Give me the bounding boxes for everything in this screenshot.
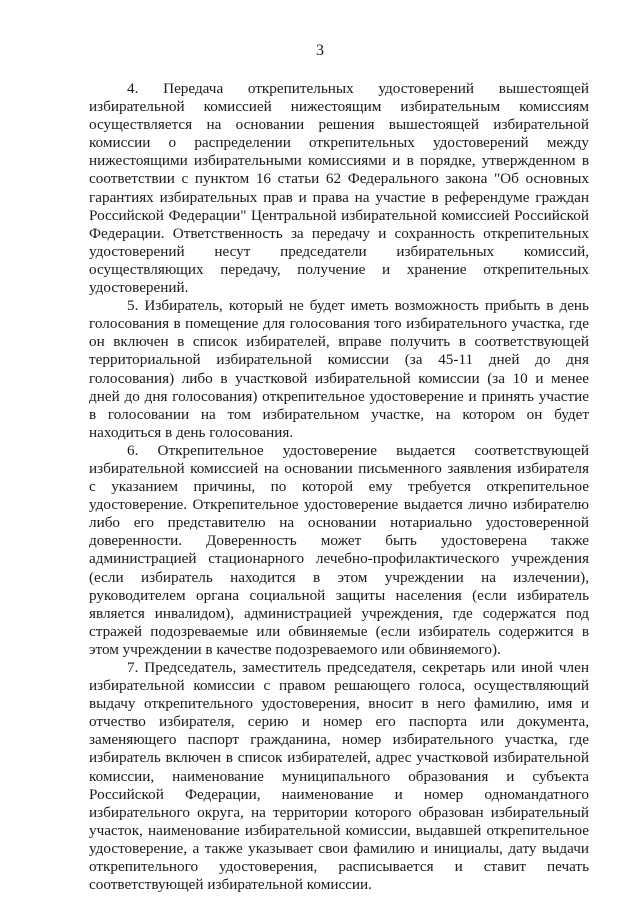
- document-body: [89, 80, 589, 894]
- page-number: 3: [316, 42, 324, 59]
- paragraph-6: 6. Открепительное удостоверение выдается соответствующей избирательной комиссией на основании письменного заявления избирателя с указанием причины, по которой ему требуется открепительное удостоверение. Открепительное удостоверение выдается лично избирателю либо его представителю на основании нотариально удостоверенной доверенности. Доверенность может быть удостоверена также администрацией стационарного лечебно-профилактического учреждения (если избиратель находится в этом учреждении на излечении), руководителем органа социальной защиты населения (если избиратель является инвалидом), администрацией учреждения, где содержатся под стражей подозреваемые или обвиняемые (если избиратель содержится в этом учреждении в качестве подозреваемого или обвиняемого).: [89, 441, 589, 658]
- paragraph-5: 5. Избиратель, который не будет иметь возможность прибыть в день голосования в помещение для голосования того избирательного участка, где он включен в список избирателей, вправе получить в соответствующей территориальной избирательной комиссии (за 45-11 дней до дня голосования) либо в участковой избирательной комиссии (за 10 и менее дней до дня голосования) открепительное удостоверение и принять участие в голосовании на том избирательном участке, на котором он будет находиться в день голосования.: [89, 297, 589, 441]
- paragraph-4: 4. Передача открепительных удостоверений вышестоящей избирательной комиссией нижестоящим избирательным комиссиям осуществляется на основании решения вышестоящей избирательной комиссии о распределении открепительных удостоверений между нижестоящими избирательными комиссиями и в порядке, утвержденном в соответствии с пунктом 16 статьи 62 Федерального закона "Об основных гарантиях избирательных прав и права на участие в референдуме граждан Российской Федерации" Центральной избирательной комиссией Российской Федерации. Ответственность за передачу и сохранность открепительных удостоверений несут председатели избирательных комиссий, осуществляющих передачу, получение и хранение открепительных удостоверений.: [89, 80, 589, 297]
- paragraph-7: 7. Председатель, заместитель председателя, секретарь или иной член избирательной комиссии с правом решающего голоса, осуществляющий выдачу открепительного удостоверения, вносит в него фамилию, имя и отчество избирателя, серию и номер его паспорта или документа, заменяющего паспорт гражданина, номер избирательного участка, где избиратель включен в список избирателей, адрес участковой избирательной комиссии, наименование муниципального образования и субъекта Российской Федерации, наименование и номер одномандатного избирательного округа, на территории которого образован избирательный участок, наименование избирательной комиссии, выдавшей открепительное удостоверение, а также указывает свои фамилию и инициалы, дату выдачи открепительного удостоверения, расписывается и ставит печать соответствующей избирательной комиссии.: [89, 659, 589, 894]
